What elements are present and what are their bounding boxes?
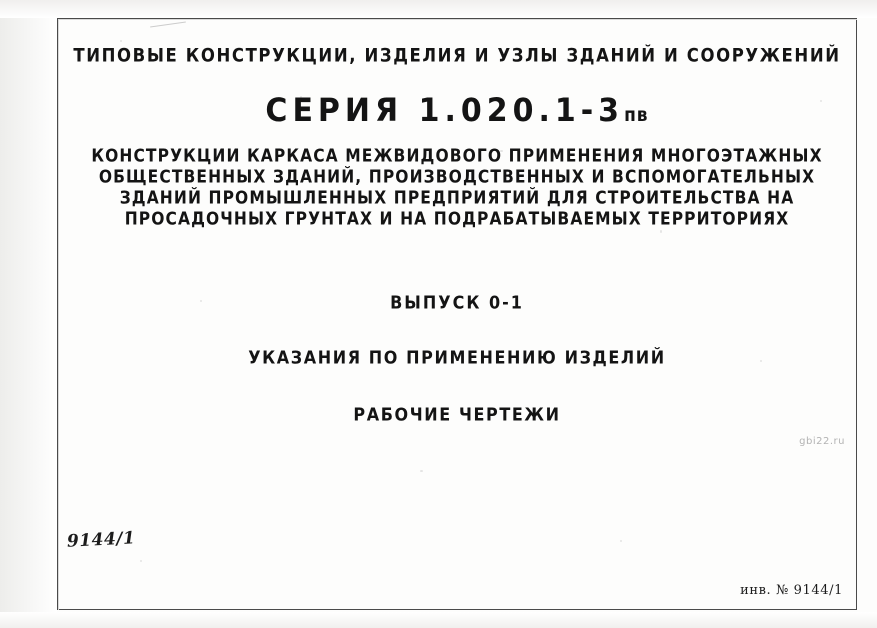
series-title [57, 92, 857, 130]
page-top-edge-shading [0, 0, 877, 18]
drawings-title: РАБОЧИЕ ЧЕРТЕЖИ [353, 404, 561, 425]
document-heading: ТИПОВЫЕ КОНСТРУКЦИИ, ИЗДЕЛИЯ И УЗЛЫ ЗДАНИЙ И СООРУЖЕНИЙ [73, 44, 841, 67]
document-content [57, 18, 857, 610]
series-suffix: пв [624, 104, 649, 127]
site-watermark: gbi22.ru [799, 436, 845, 447]
page-bottom-edge-shading [0, 612, 877, 628]
inventory-number: инв. № 9144/1 [740, 583, 843, 598]
description-line: ОБЩЕСТВЕННЫХ ЗДАНИЙ, ПРОИЗВОДСТВЕННЫХ И ВСПОМОГАТЕЛЬНЫХ [98, 166, 816, 188]
issue-label: ВЫПУСК 0-1 [390, 292, 524, 313]
description-line: ЗДАНИЙ ПРОМЫШЛЕННЫХ ПРЕДПРИЯТИЙ ДЛЯ СТРОИТЕЛЬСТВА НА [119, 187, 795, 209]
page-left-edge-shading [0, 0, 57, 628]
usage-title: УКАЗАНИЯ ПО ПРИМЕНЕНИЮ ИЗДЕЛИЙ [248, 347, 666, 368]
description-line: КОНСТРУКЦИИ КАРКАСА МЕЖВИДОВОГО ПРИМЕНЕНИЯ МНОГОЭТАЖНЫХ [91, 145, 823, 167]
handwritten-archive-number: 9144/1 [66, 528, 136, 552]
description-line: ПРОСАДОЧНЫХ ГРУНТАХ И НА ПОДРАБАТЫВАЕМЫХ ТЕРРИТОРИЯХ [124, 208, 790, 230]
series-number: СЕРИЯ 1.020.1-3 [265, 91, 625, 130]
description-block [57, 146, 857, 230]
